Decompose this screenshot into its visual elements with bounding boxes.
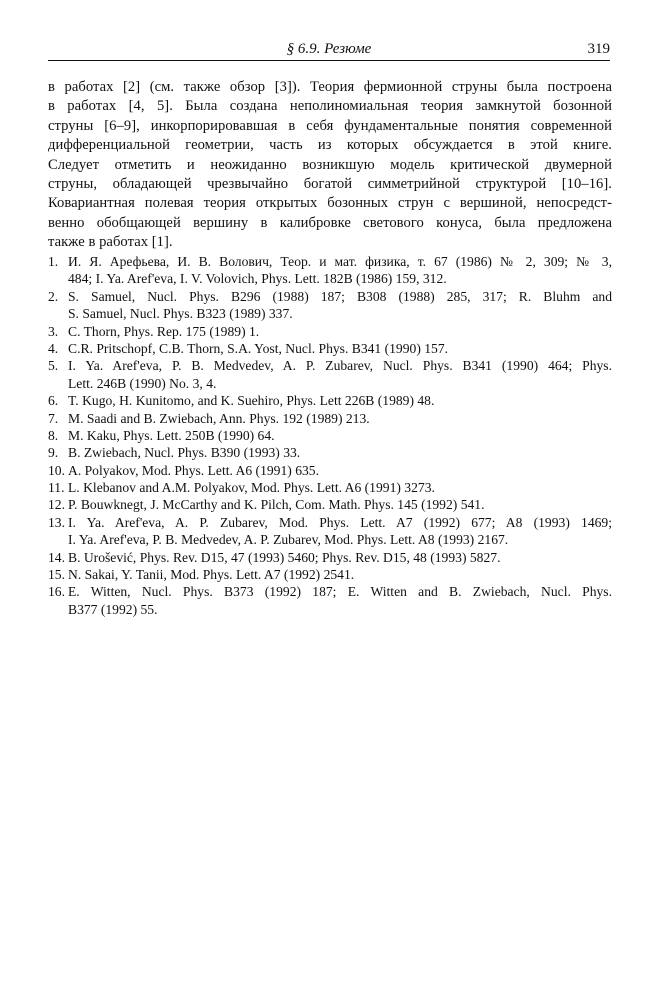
- section-title: § 6.9. Резюме: [286, 41, 372, 57]
- reference-line: C.R. Pritschopf, C.B. Thorn, S.A. Yost, Nucl. Phys. B341 (1990) 157.: [68, 340, 449, 356]
- reference-line: S. Samuel, Nucl. Phys. B296 (1988) 187; B308 (1988) 285, 317; R. Bluhm and: [68, 288, 612, 304]
- reference-number: 5.: [48, 358, 59, 374]
- reference-item: [48, 514, 612, 549]
- reference-item: [48, 462, 612, 479]
- reference-number: 3.: [48, 323, 59, 339]
- reference-line: T. Kugo, H. Kunitomo, and K. Suehiro, Phys. Lett 226B (1989) 48.: [68, 393, 435, 409]
- reference-item: [48, 496, 612, 513]
- reference-item: [48, 444, 612, 461]
- reference-line: C. Thorn, Phys. Rep. 175 (1989) 1.: [68, 323, 260, 339]
- reference-line: B377 (1992) 55.: [68, 601, 158, 617]
- reference-item: [48, 583, 612, 618]
- paragraph-line: струны, обладающей чрезвычайно богатой симметрийной структурой [10–16].: [48, 175, 612, 192]
- reference-item: [48, 566, 612, 583]
- reference-line: И. Я. Арефьева, И. В. Волович, Теор. и мат. физика, т. 67 (1986) № 2, 309; № 3,: [68, 254, 612, 269]
- reference-item: [48, 479, 612, 496]
- reference-item: [48, 253, 612, 288]
- reference-line: B. Urošević, Phys. Rev. D15, 47 (1993) 5460; Phys. Rev. D15, 48 (1993) 5827.: [68, 549, 501, 565]
- reference-item: [48, 427, 612, 444]
- paragraph-line: в работах [2] (см. также обзор [3]). Теория фермионной струны была построена: [48, 79, 612, 95]
- reference-line: L. Klebanov and A.M. Polyakov, Mod. Phys. Lett. A6 (1991) 3273.: [68, 480, 435, 496]
- paragraph-line: Следует отметить и неожиданно возникшую модель критической двумерной: [48, 156, 612, 173]
- reference-number: 16.: [48, 584, 65, 600]
- reference-number: 2.: [48, 288, 59, 304]
- paragraph-line: в работах [4, 5]. Была создана неполиномиальная теория замкнутой бозонной: [48, 98, 612, 115]
- reference-number: 6.: [48, 393, 59, 409]
- reference-list: [48, 253, 612, 618]
- reference-item: [48, 357, 612, 392]
- reference-item: [48, 288, 612, 323]
- reference-number: 1.: [48, 254, 59, 269]
- reference-line: N. Sakai, Y. Tanii, Mod. Phys. Lett. A7 (1992) 2541.: [68, 567, 355, 583]
- reference-line: I. Ya. Aref'eva, A. P. Zubarev, Mod. Phys. Lett. A7 (1992) 677; A8 (1993) 1469;: [68, 514, 612, 530]
- reference-number: 15.: [48, 567, 65, 583]
- reference-item: [48, 392, 612, 409]
- reference-line: I. Ya. Aref'eva, P. B. Medvedev, A. P. Zubarev, Mod. Phys. Lett. A8 (1993) 2167.: [68, 532, 509, 548]
- reference-number: 11.: [48, 480, 65, 496]
- reference-number: 4.: [48, 340, 59, 356]
- running-header: [48, 40, 610, 61]
- reference-line: I. Ya. Aref'eva, P. B. Medvedev, A. P. Zubarev, Nucl. Phys. B341 (1990) 464; Phys.: [68, 358, 612, 374]
- reference-number: 8.: [48, 427, 59, 443]
- reference-number: 10.: [48, 462, 65, 478]
- paragraph-line: венно обобщающей вершину в калибровке светового конуса, была предложена: [48, 214, 612, 231]
- page-number: 319: [587, 41, 610, 57]
- reference-line: P. Bouwknegt, J. McCarthy and K. Pilch, Com. Math. Phys. 145 (1992) 541.: [68, 497, 485, 513]
- reference-number: 13.: [48, 514, 65, 530]
- paragraph-line: Ковариантная полевая теория открытых бозонных струн с вершиной, непосредст-: [48, 195, 612, 212]
- reference-line: 484; I. Ya. Aref'eva, I. V. Volovich, Phys. Lett. 182B (1986) 159, 312.: [68, 271, 447, 287]
- reference-line: S. Samuel, Nucl. Phys. B323 (1989) 337.: [68, 306, 293, 322]
- reference-number: 7.: [48, 410, 59, 426]
- reference-line: Lett. 246B (1990) No. 3, 4.: [68, 375, 217, 391]
- reference-item: [48, 549, 612, 566]
- reference-number: 9.: [48, 445, 59, 461]
- paragraph-line: также в работах [1].: [48, 234, 173, 251]
- reference-line: M. Kaku, Phys. Lett. 250B (1990) 64.: [68, 427, 275, 443]
- reference-line: B. Zwiebach, Nucl. Phys. B390 (1993) 33.: [68, 445, 301, 461]
- body-paragraph: [48, 78, 612, 253]
- reference-number: 12.: [48, 497, 65, 513]
- reference-line: E. Witten, Nucl. Phys. B373 (1992) 187; E. Witten and B. Zwiebach, Nucl. Phys.: [68, 584, 612, 600]
- reference-item: [48, 323, 612, 340]
- paragraph-line: дифференциальной геометрии, часть из которых обсуждается в этой книге.: [48, 137, 612, 154]
- reference-line: A. Polyakov, Mod. Phys. Lett. A6 (1991) 635.: [68, 462, 319, 478]
- reference-line: M. Saadi and B. Zwiebach, Ann. Phys. 192 (1989) 213.: [68, 410, 370, 426]
- reference-item: [48, 340, 612, 357]
- reference-number: 14.: [48, 549, 65, 565]
- paragraph-line: струны [6–9], инкорпорировавшая в себя фундаментальные понятия современной: [48, 117, 612, 134]
- reference-item: [48, 410, 612, 427]
